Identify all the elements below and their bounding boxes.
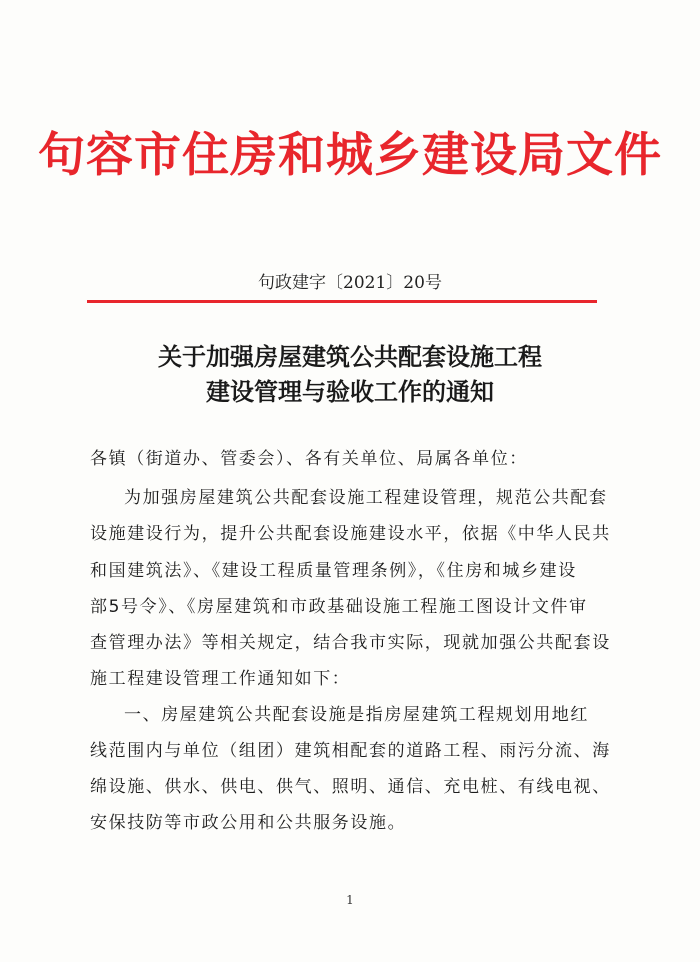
paragraph-2-line-1: 一、房屋建筑公共配套设施是指房屋建筑工程规划用地红 bbox=[124, 705, 589, 725]
paragraph-1-line-1: 为加强房屋建筑公共配套设施工程建设管理，规范公共配套 bbox=[124, 488, 608, 508]
paragraph-1-line-3: 和国建筑法》、《建设工程质量管理条例》，《住房和城乡建设 bbox=[90, 561, 577, 581]
red-divider-line bbox=[87, 300, 597, 303]
addressee-line: 各镇（街道办、管委会）、各有关单位、局属各单位： bbox=[90, 449, 528, 469]
paragraph-1-line-2: 设施建设行为，提升公共配套设施建设水平，依据《中华人民共 bbox=[90, 524, 611, 544]
paragraph-2-line-4: 安保技防等市政公用和公共服务设施。 bbox=[90, 813, 407, 833]
notice-title-line-1: 关于加强房屋建筑公共配套设施工程 bbox=[158, 342, 542, 371]
paragraph-1-line-4: 部5号令》、《房屋建筑和市政基础设施工程施工图设计文件审 bbox=[90, 597, 588, 617]
notice-title-line-2: 建设管理与验收工作的通知 bbox=[206, 377, 494, 406]
paragraph-2-line-3: 绵设施、供水、供电、供气、照明、通信、充电桩、有线电视、 bbox=[90, 777, 611, 797]
agency-header-title: 句容市住房和城乡建设局文件 bbox=[38, 128, 662, 183]
paragraph-2-line-2: 线范围内与单位（组团）建筑相配套的道路工程、雨污分流、海 bbox=[90, 741, 611, 761]
paragraph-1-line-5: 查管理办法》等相关规定，结合我市实际，现就加强公共配套设 bbox=[90, 633, 611, 653]
paragraph-1-line-6: 施工程建设管理工作通知如下： bbox=[90, 669, 351, 689]
document-number: 句政建字〔2021〕20号 bbox=[258, 273, 442, 293]
page-number: 1 bbox=[346, 893, 354, 907]
